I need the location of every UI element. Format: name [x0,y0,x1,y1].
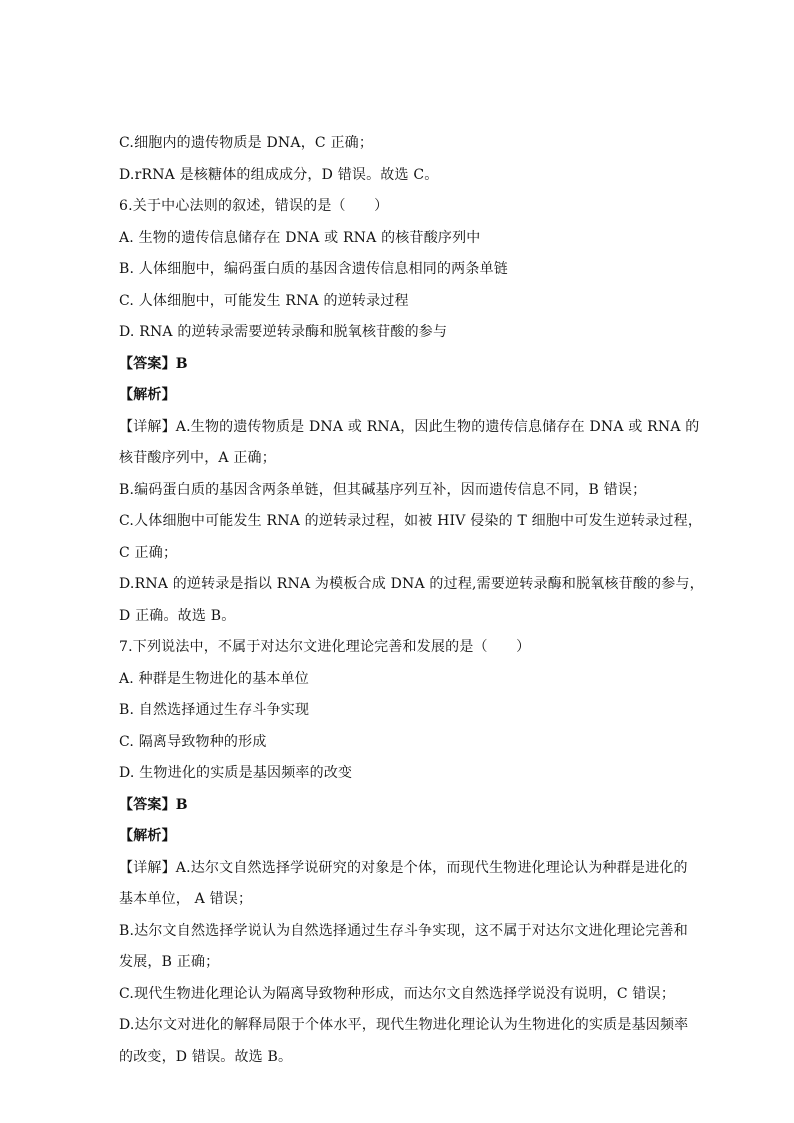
question-7-detail-line: 发展，B 正确； [119,954,220,970]
question-7-option-a: A. 种群是生物进化的基本单位 [119,670,310,687]
question-6-option-b: B. 人体细胞中，编码蛋白质的基因含遗传信息相同的两条单链 [119,261,508,277]
question-7-detail-line: 的改变，D 错误。故选 B。 [119,1048,293,1065]
question-6-analysis-heading: 【解析】 [119,387,176,403]
question-7-option-c: C. 隔离导致物种的形成 [119,733,267,750]
question-7-detail-line: D.达尔文对进化的解释局限于个体水平，现代生物进化理论认为生物进化的实质是基因频率 [119,1017,689,1033]
question-6-option-c: C. 人体细胞中，可能发生 RNA 的逆转录过程 [119,292,409,309]
question-6-detail-line: D 正确。故选 B。 [119,607,236,624]
question-7-option-d: D. 生物进化的实质是基因频率的改变 [119,765,353,781]
document-body [119,128,704,1073]
question-6-detail-line: 核苷酸序列中，A 正确； [119,450,276,466]
question-6-option-a: A. 生物的遗传信息储存在 DNA 或 RNA 的核苷酸序列中 [119,229,481,246]
question-6-detail-line: D.RNA 的逆转录是指以 RNA 为模板合成 DNA 的过程,需要逆转录酶和脱氧核苷酸的参与， [119,576,704,592]
question-7-analysis-heading: 【解析】 [119,828,176,844]
text-line: C.细胞内的遗传物质是 DNA，C 正确； [119,135,374,151]
question-7-stem: 7.下列说法中，不属于对达尔文进化理论完善和发展的是（ ） [119,639,531,655]
question-6-answer: 【答案】B [119,355,188,372]
question-7-detail-line: 【详解】A.达尔文自然选择学说研究的对象是个体，而现代生物进化理论认为种群是进化的 [119,859,688,876]
question-7-detail-line: B.达尔文自然选择学说认为自然选择通过生存斗争实现，这不属于对达尔文进化理论完善和 [119,922,688,939]
question-6-option-d: D. RNA 的逆转录需要逆转录酶和脱氧核苷酸的参与 [119,324,448,340]
question-6-detail-line: 【详解】A.生物的遗传物质是 DNA 或 RNA，因此生物的遗传信息储存在 DNA 或 RNA 的 [119,418,700,435]
question-6-stem: 6.关于中心法则的叙述，错误的是（ ） [119,198,389,214]
question-7-detail-line: 基本单位， A 错误； [119,891,253,907]
question-6-detail-line: C.人体细胞中可能发生 RNA 的逆转录过程，如被 HIV 侵染的 T 细胞中可发生逆转录过程， [119,513,703,529]
question-6-detail-line: B.编码蛋白质的基因含两条单链，但其碱基序列互补，因而遗传信息不同，B 错误； [119,481,647,498]
text-line: D.rRNA 是核糖体的组成成分，D 错误。故选 C。 [119,166,439,183]
question-7-detail-line: C.现代生物进化理论认为隔离导致物种形成，而达尔文自然选择学说没有说明，C 错误； [119,985,676,1002]
question-7-option-b: B. 自然选择通过生存斗争实现 [119,702,310,718]
question-6-detail-line: C 正确； [119,544,178,561]
question-7-answer: 【答案】B [119,796,188,813]
